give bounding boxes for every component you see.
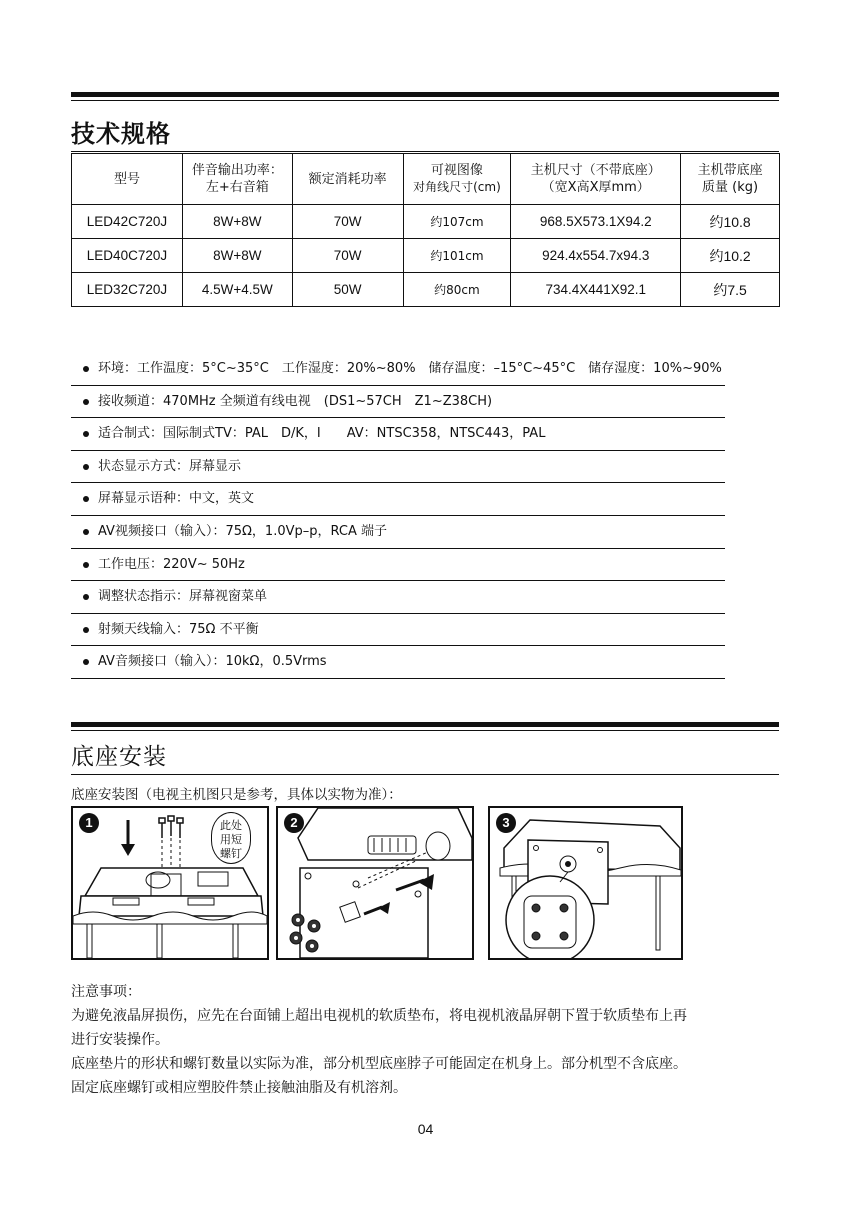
cell-screen: 约101cm xyxy=(403,239,511,273)
table-row xyxy=(72,273,780,307)
list-item: 屏幕显示语种：中文，英文 xyxy=(71,483,725,516)
install-title-underline xyxy=(71,774,779,775)
list-item: 接收频道：470MHz 全频道有线电视 (DS1~57CH Z1~Z38CH) xyxy=(71,386,725,419)
bullet-dot-icon xyxy=(83,399,89,405)
install-rule-top xyxy=(71,722,779,727)
list-item: 调整状态指示：屏幕视窗菜单 xyxy=(71,581,725,614)
cell-power: 50W xyxy=(292,273,403,307)
step-2-badge: 2 xyxy=(284,813,304,833)
table-row xyxy=(72,239,780,273)
header-dims: 主机尺寸（不带底座） （宽X高X厚mm） xyxy=(511,154,681,205)
list-item: 适合制式：国际制式TV：PAL D/K，I AV：NTSC358，NTSC443，PAL xyxy=(71,418,725,451)
install-step-3-panel xyxy=(488,806,683,960)
cell-screen: 约80cm xyxy=(403,273,511,307)
bullet-dot-icon xyxy=(83,659,89,665)
note-line: 底座垫片的形状和螺钉数量以实际为准，部分机型底座脖子可能固定在机身上。部分机型不含底座。 xyxy=(71,1056,687,1072)
step-3-badge: 3 xyxy=(496,813,516,833)
bullet-dot-icon xyxy=(83,464,89,470)
stand-attach-illustration xyxy=(278,808,472,958)
cell-audio: 8W+8W xyxy=(182,239,292,273)
list-item: 环境：工作温度：5°C~35°C 工作湿度：20%~80% 储存温度：–15°C~45°C 储存湿度：10%~90% xyxy=(71,353,725,386)
table-row xyxy=(72,205,780,239)
cell-model: LED40C720J xyxy=(72,239,183,273)
install-step-1-panel xyxy=(71,806,269,960)
bullet-dot-icon xyxy=(83,627,89,633)
note-line: 固定底座螺钉或相应塑胶件禁止接触油脂及有机溶剂。 xyxy=(71,1080,407,1096)
install-step-2-panel xyxy=(276,806,474,960)
install-notes xyxy=(71,980,781,1100)
cell-power: 70W xyxy=(292,205,403,239)
cell-audio: 8W+8W xyxy=(182,205,292,239)
list-item: 状态显示方式：屏幕显示 xyxy=(71,451,725,484)
specs-title-underline xyxy=(71,151,779,152)
notes-title: 注意事项： xyxy=(71,984,141,1000)
list-item: 射频天线输入：75Ω 不平衡 xyxy=(71,614,725,647)
header-screen: 可视图像 对角线尺寸(cm) xyxy=(403,154,511,205)
cell-weight: 约10.2 xyxy=(681,239,780,273)
header-model: 型号 xyxy=(72,154,183,205)
step-1-badge: 1 xyxy=(79,813,99,833)
bullet-dot-icon xyxy=(83,529,89,535)
bullet-dot-icon xyxy=(83,431,89,437)
bullet-dot-icon xyxy=(83,366,89,372)
short-screw-callout: 此处 用短 螺钉 xyxy=(211,812,251,864)
spec-header-row xyxy=(72,154,780,205)
cell-power: 70W xyxy=(292,239,403,273)
stand-mounted-illustration xyxy=(490,808,681,958)
cell-weight: 约10.8 xyxy=(681,205,780,239)
install-rule-top-thin xyxy=(71,730,779,731)
cell-model: LED32C720J xyxy=(72,273,183,307)
spec-table xyxy=(71,153,780,307)
cell-dims: 924.4x554.7x94.3 xyxy=(511,239,681,273)
cell-screen: 约107cm xyxy=(403,205,511,239)
spec-bullet-list xyxy=(71,353,725,679)
note-line: 为避免液晶屏损伤，应先在台面铺上超出电视机的软质垫布，将电视机液晶屏朝下置于软质垫布上再 xyxy=(71,1008,687,1024)
cell-dims: 734.4X441X92.1 xyxy=(511,273,681,307)
install-title: 底座安装 xyxy=(71,744,167,770)
bullet-dot-icon xyxy=(83,594,89,600)
cell-weight: 约7.5 xyxy=(681,273,780,307)
bullet-dot-icon xyxy=(83,496,89,502)
install-caption: 底座安装图（电视主机图只是参考，具体以实物为准）： xyxy=(71,787,402,803)
section-rule-top-thin xyxy=(71,100,779,101)
cell-model: LED42C720J xyxy=(72,205,183,239)
list-item: AV视频接口（输入）：75Ω，1.0Vp–p，RCA 端子 xyxy=(71,516,725,549)
header-weight: 主机带底座 质量 (kg) xyxy=(681,154,780,205)
header-power: 额定消耗功率 xyxy=(292,154,403,205)
cell-dims: 968.5X573.1X94.2 xyxy=(511,205,681,239)
list-item: 工作电压：220V~ 50Hz xyxy=(71,549,725,582)
bullet-dot-icon xyxy=(83,562,89,568)
section-rule-top xyxy=(71,92,779,97)
cell-audio: 4.5W+4.5W xyxy=(182,273,292,307)
note-line: 进行安装操作。 xyxy=(71,1032,169,1048)
list-item: AV音频接口（输入）：10kΩ，0.5Vrms xyxy=(71,646,725,679)
header-audio: 伴音输出功率： 左+右音箱 xyxy=(182,154,292,205)
specs-title: 技术规格 xyxy=(71,120,171,148)
page-number: 04 xyxy=(417,1121,434,1137)
